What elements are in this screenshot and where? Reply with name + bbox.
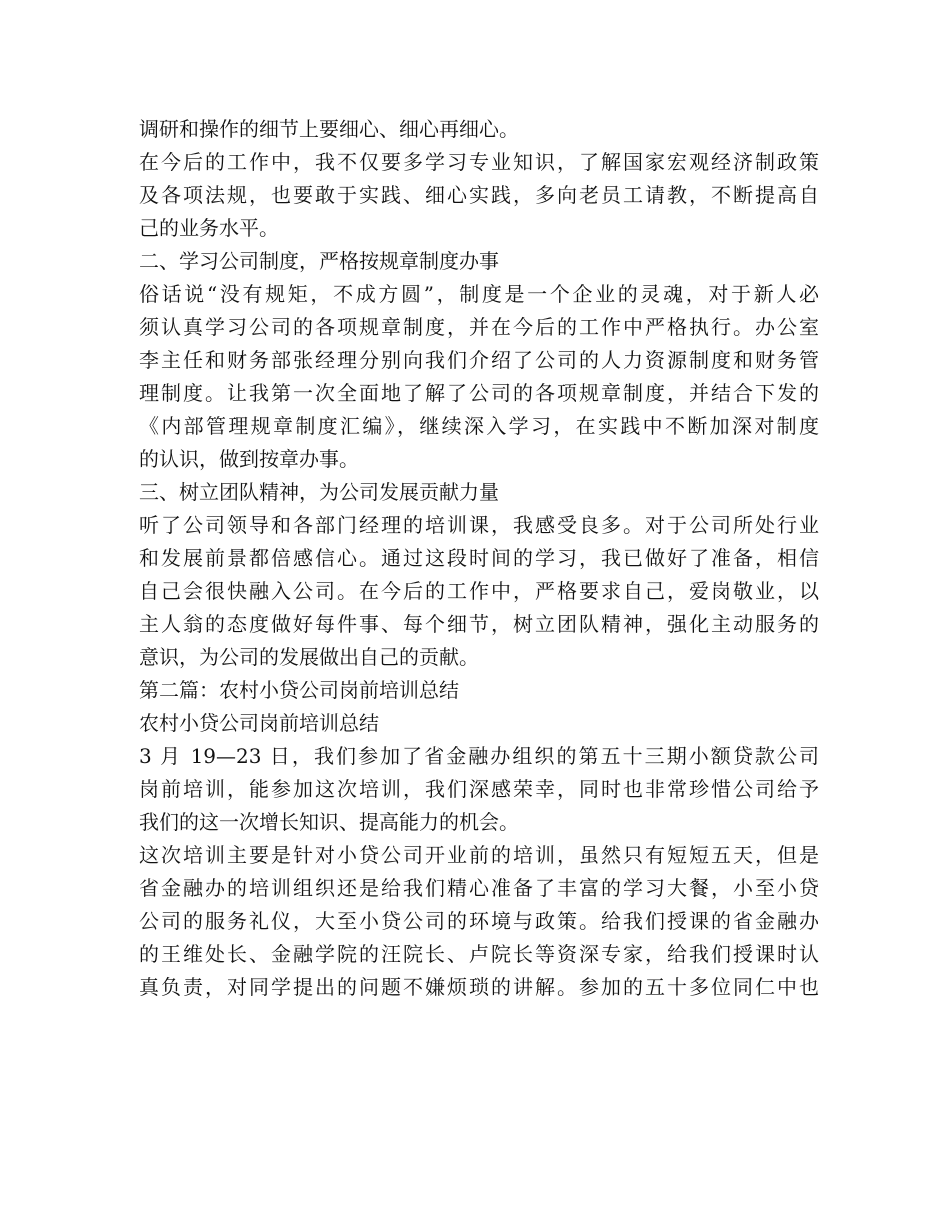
paragraph-line: 俗话说“没有规矩，不成方圆”，制度是一个企业的灵魂，对于新人必 [139, 282, 819, 306]
paragraph-line: 公司的服务礼仪，大至小贷公司的环境与政策。给我们授课的省金融办 [139, 909, 819, 933]
paragraph-line: 的认识，做到按章办事。 [139, 447, 359, 471]
chapter-heading: 第二篇：农村小贷公司岗前培训总结 [139, 678, 459, 702]
paragraph-line: 调研和操作的细节上要细心、细心再细心。 [139, 117, 519, 141]
paragraph-line: 及各项法规，也要敢于实践、细心实践，多向老员工请教，不断提高自 [139, 183, 819, 207]
paragraph-line: 李主任和财务部张经理分别向我们介绍了公司的人力资源制度和财务管 [139, 348, 819, 372]
paragraph-line: 自己会很快融入公司。在今后的工作中，严格要求自己，爱岗敬业，以 [139, 579, 819, 603]
document-body [139, 113, 819, 1004]
paragraph-line: 的王维处长、金融学院的汪院长、卢院长等资深专家，给我们授课时认 [139, 942, 819, 966]
paragraph-line: 和发展前景都倍感信心。通过这段时间的学习，我已做好了准备，相信 [139, 546, 819, 570]
section-heading: 三、树立团队精神，为公司发展贡献力量 [139, 480, 499, 504]
paragraph-line: 须认真学习公司的各项规章制度，并在今后的工作中严格执行。办公室 [139, 315, 819, 339]
paragraph-line: 己的业务水平。 [139, 216, 279, 240]
paragraph-line: 省金融办的培训组织还是给我们精心准备了丰富的学习大餐，小至小贷 [139, 876, 819, 900]
paragraph-line: 意识，为公司的发展做出自己的贡献。 [139, 645, 479, 669]
paragraph-line: 《内部管理规章制度汇编》，继续深入学习，在实践中不断加深对制度 [139, 414, 819, 438]
paragraph-line: 3 月 19—23 日，我们参加了省金融办组织的第五十三期小额贷款公司 [139, 744, 819, 768]
paragraph-line: 在今后的工作中，我不仅要多学习专业知识，了解国家宏观经济制政策 [139, 150, 819, 174]
paragraph-line: 岗前培训，能参加这次培训，我们深感荣幸，同时也非常珍惜公司给予 [139, 777, 819, 801]
section-heading: 二、学习公司制度，严格按规章制度办事 [139, 249, 499, 273]
paragraph-line: 听了公司领导和各部门经理的培训课，我感受良多。对于公司所处行业 [139, 513, 819, 537]
paragraph-line: 真负责，对同学提出的问题不嫌烦琐的讲解。参加的五十多位同仁中也 [139, 975, 819, 999]
paragraph-line: 理制度。让我第一次全面地了解了公司的各项规章制度，并结合下发的 [139, 381, 819, 405]
paragraph-line: 我们的这一次增长知识、提高能力的机会。 [139, 810, 519, 834]
document-title: 农村小贷公司岗前培训总结 [139, 711, 379, 735]
paragraph-line: 主人翁的态度做好每件事、每个细节，树立团队精神，强化主动服务的 [139, 612, 819, 636]
paragraph-line: 这次培训主要是针对小贷公司开业前的培训，虽然只有短短五天，但是 [139, 843, 819, 867]
